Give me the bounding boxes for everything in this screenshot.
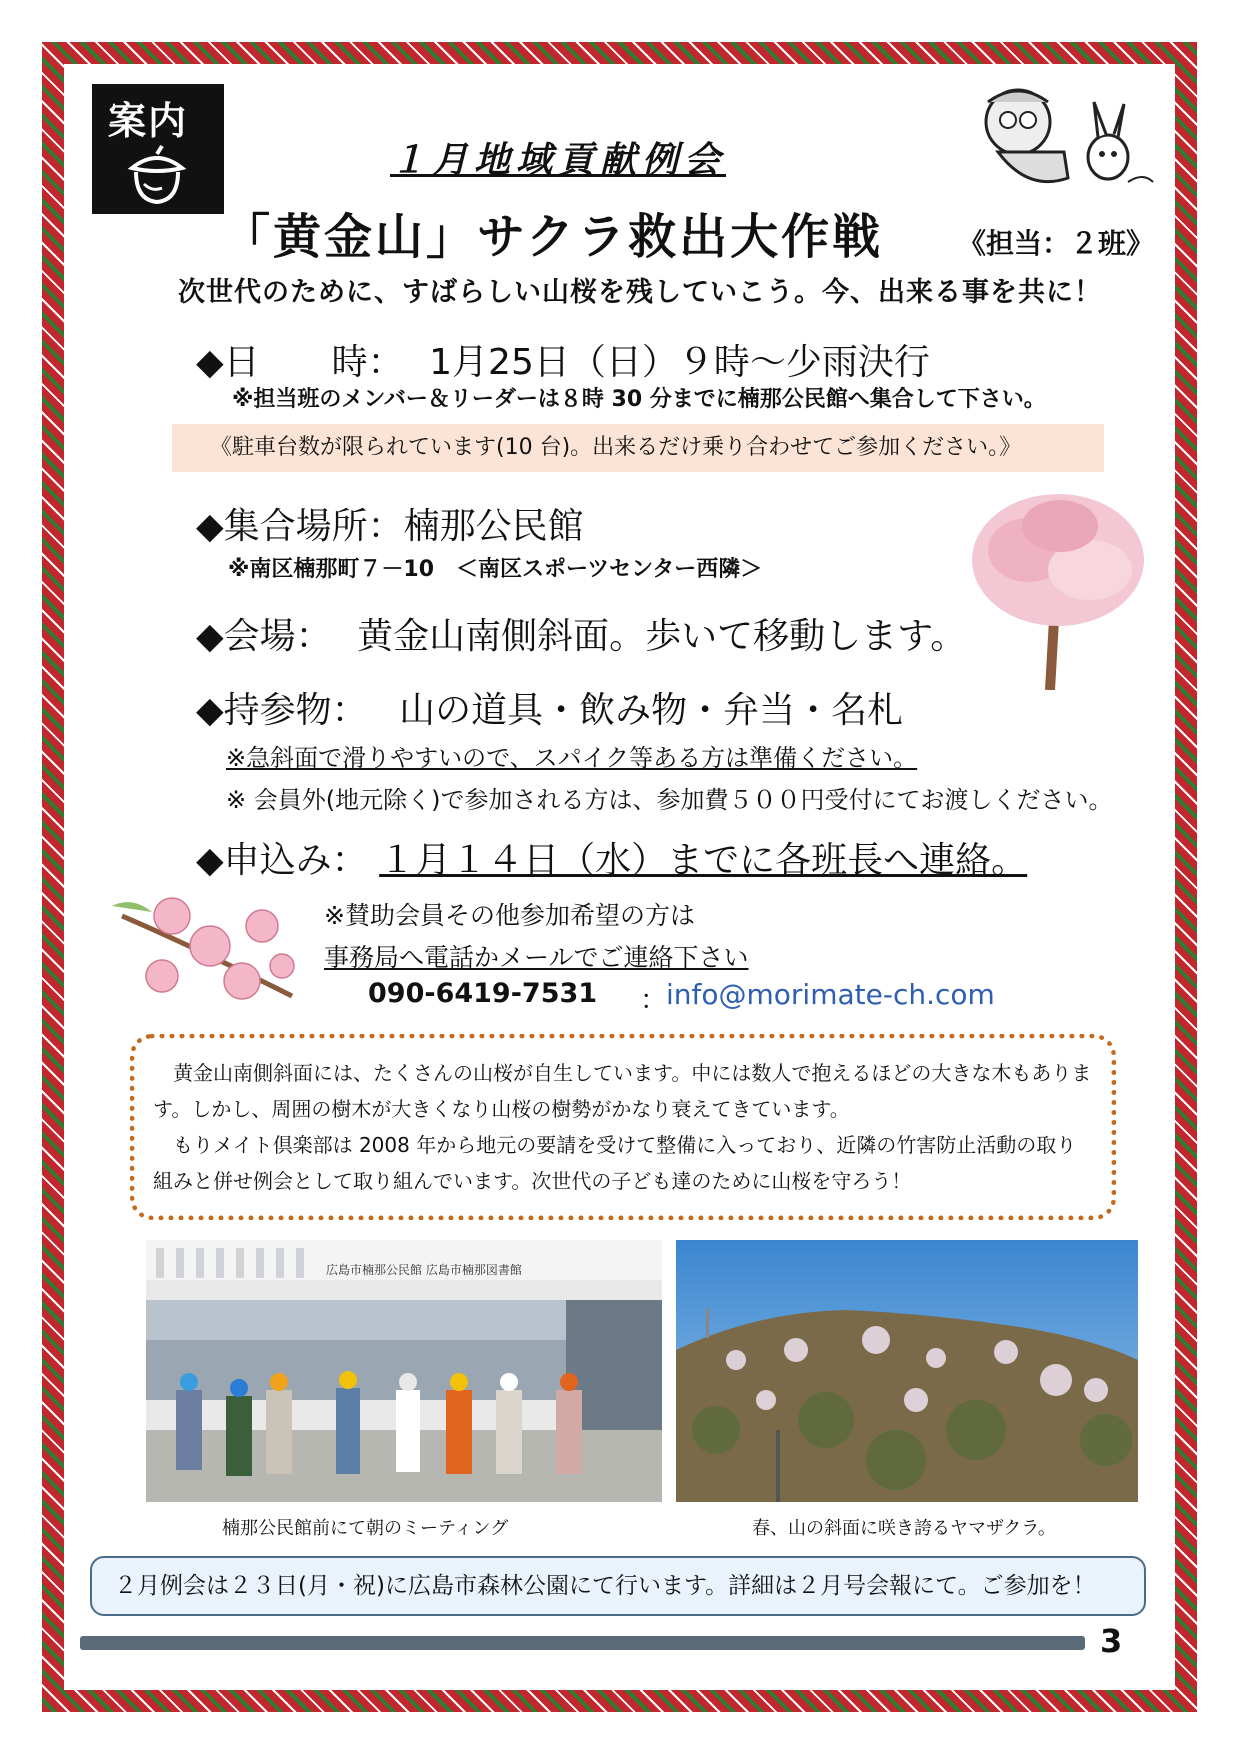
phone-number[interactable]: 090-6419-7531 (368, 978, 598, 1009)
datetime-value: 1月25日（日）９時～少雨決行 (429, 342, 930, 383)
event-subtitle: １月地域貢献例会 (390, 140, 727, 181)
venue-row (196, 608, 966, 659)
slogan: 次世代のために、すばらしい山桜を残していこう。今、出来る事を共に！ (178, 277, 1102, 308)
mountain-cherry-photo (676, 1240, 1138, 1502)
apply-label: ◆申込み： (196, 840, 368, 881)
parking-note: 《駐車台数が限られています(10 台)。出来るだけ乗り合わせてご参加ください。》 (172, 424, 1104, 472)
page-number: 3 (1100, 1622, 1123, 1660)
mascot-illustration (968, 82, 1158, 202)
mountain-photo-caption: 春、山の斜面に咲き誇るヤマザクラ。 (752, 1518, 1056, 1539)
apply-row (196, 832, 1027, 883)
bring-row (196, 682, 903, 733)
event-title: 「黄金山」サクラ救出大作戦 (222, 209, 884, 265)
contact-separator: ： (640, 985, 667, 1016)
bring-value: 山の道具・飲み物・弁当・名札 (399, 690, 904, 731)
apply-value: １月１４日（水）までに各班長へ連絡。 (379, 840, 1028, 881)
contact-line2: 事務局へ電話かメールでご連絡下さい (324, 943, 749, 972)
cherry-blossom-illustration (112, 886, 302, 1016)
description-paragraph: もりメイト倶楽部は 2008 年から地元の要請を受けて整備に入っており、近隣の竹害防止活動の取り組みと併せ例会として取り組んでいます。次世代の子ども達のために山桜を守ろう！ (153, 1133, 1077, 1193)
bring-label: ◆持参物： (196, 690, 368, 731)
datetime-note: ※担当班のメンバー＆リーダーは８時 30 分までに楠那公民館へ集合して下さい。 (232, 387, 1046, 412)
venue-label: ◆会場： (196, 616, 332, 657)
guide-tag-label: 案内 (108, 99, 189, 143)
footer-bar (80, 1636, 1085, 1650)
meeting-photo (146, 1240, 662, 1502)
next-meeting-banner: ２月例会は２３日(月・祝)に広島市森林公園にて行います。詳細は２月号会報にて。ご参加を！ (90, 1556, 1146, 1616)
datetime-row (196, 334, 930, 385)
acorn-icon (122, 144, 192, 206)
contact-line1: ※賛助会員その他参加希望の方は (324, 901, 695, 930)
guide-tag (92, 84, 224, 214)
team-label: 《担当：２班》 (958, 227, 1155, 260)
meeting-place-note: ※南区楠那町７－10 ＜南区スポーツセンター西隣＞ (228, 557, 763, 582)
venue-value: 黄金山南側斜面。歩いて移動します。 (357, 616, 967, 657)
datetime-label: ◆日 時： (196, 342, 404, 383)
bring-note-fee: ※ 会員外(地元除く)で参加される方は、参加費５００円受付にてお渡しください。 (226, 786, 1113, 814)
meeting-photo-caption: 楠那公民館前にて朝のミーティング (222, 1518, 509, 1539)
email-link[interactable]: info@morimate-ch.com (666, 978, 995, 1011)
description-paragraph: 黄金山南側斜面には、たくさんの山桜が自生しています。中には数人で抱えるほどの大きな木もあります。しかし、周囲の樹木が大きくなり山桜の樹勢がかなり衰えてきています。 (153, 1061, 1092, 1121)
meeting-place: ◆集合場所：楠那公民館 (196, 506, 584, 547)
building-sign: 広島市楠那公民館 広島市楠那図書館 (326, 1263, 522, 1277)
bring-note-spikes: ※急斜面で滑りやすいので、スパイク等ある方は準備ください。 (226, 744, 918, 772)
description-box (130, 1034, 1116, 1220)
cherry-tree-illustration (968, 490, 1148, 690)
